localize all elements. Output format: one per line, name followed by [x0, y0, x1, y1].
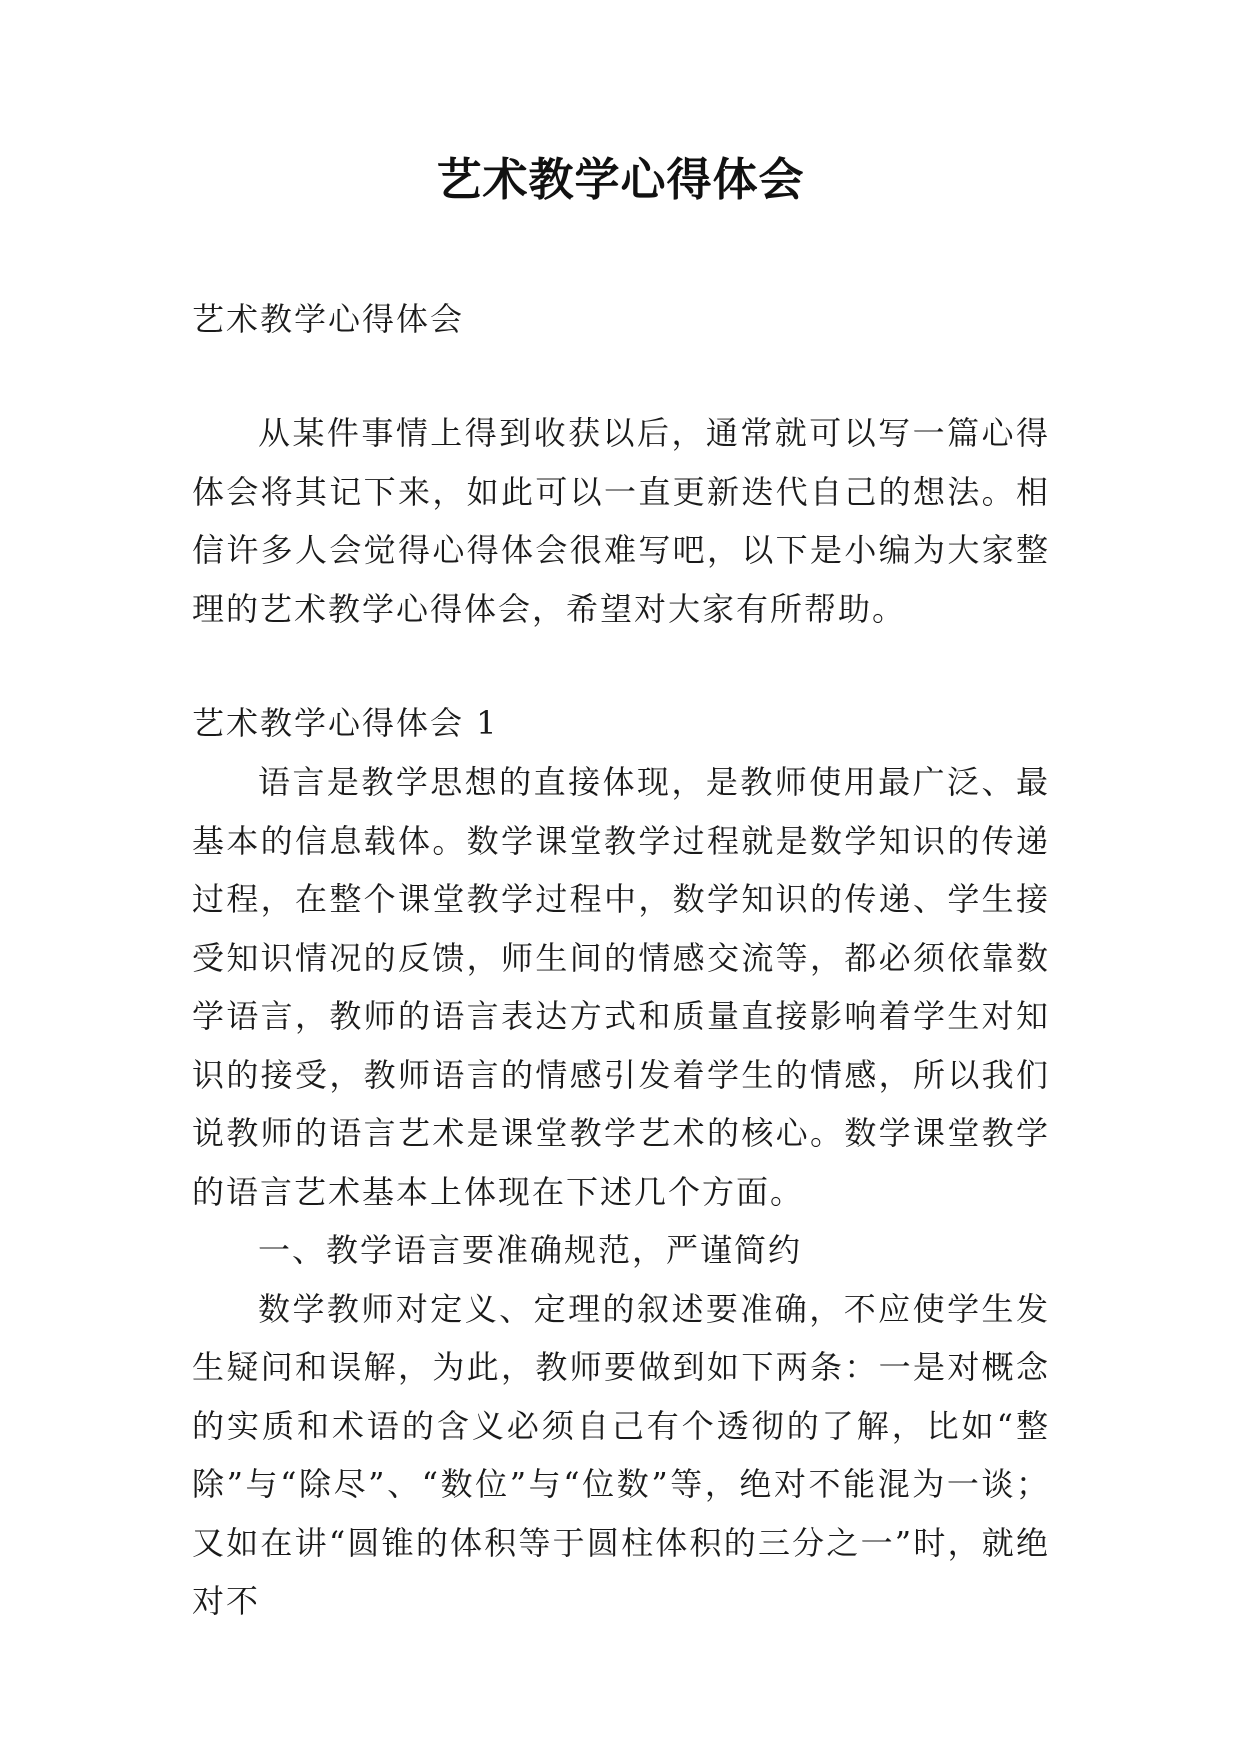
section-heading: 艺术教学心得体会 1: [192, 704, 499, 742]
paragraph-language: 语言是教学思想的直接体现，是教师使用最广泛、最基本的信息载体。数学课堂教学过程就是数学知识的传递过程，在整个课堂教学过程中，数学知识的传递、学生接受知识情况的反馈，师生间的情感交流等，都必须依靠数学语言，教师的语言表达方式和质量直接影响着学生对知识的接受，教师语言的情感引发着学生的情感，所以我们说教师的语言艺术是课堂教学艺术的核心。数学课堂教学的语言艺术基本上体现在下述几个方面。: [192, 763, 1050, 1211]
document-subtitle: 艺术教学心得体会: [192, 300, 465, 338]
paragraph-subheading: 一、教学语言要准确规范，严谨简约: [258, 1231, 803, 1269]
paragraph-definitions: 数学教师对定义、定理的叙述要准确，不应使学生发生疑问和误解，为此，教师要做到如下两条：一是对概念的实质和术语的含义必须自己有个透彻的了解，比如“整除”与“除尽”、“数位”与“位数”等，绝对不能混为一谈；又如在讲“圆锥的体积等于圆柱体积的三分之一”时，就绝对不: [192, 1289, 1050, 1620]
document-title: 艺术教学心得体会: [436, 153, 805, 206]
intro-paragraph: 从某件事情上得到收获以后，通常就可以写一篇心得体会将其记下来，如此可以一直更新迭代自己的想法。相信许多人会觉得心得体会很难写吧，以下是小编为大家整理的艺术教学心得体会，希望对大家有所帮助。: [192, 414, 1050, 628]
section-content: [192, 753, 1050, 1631]
